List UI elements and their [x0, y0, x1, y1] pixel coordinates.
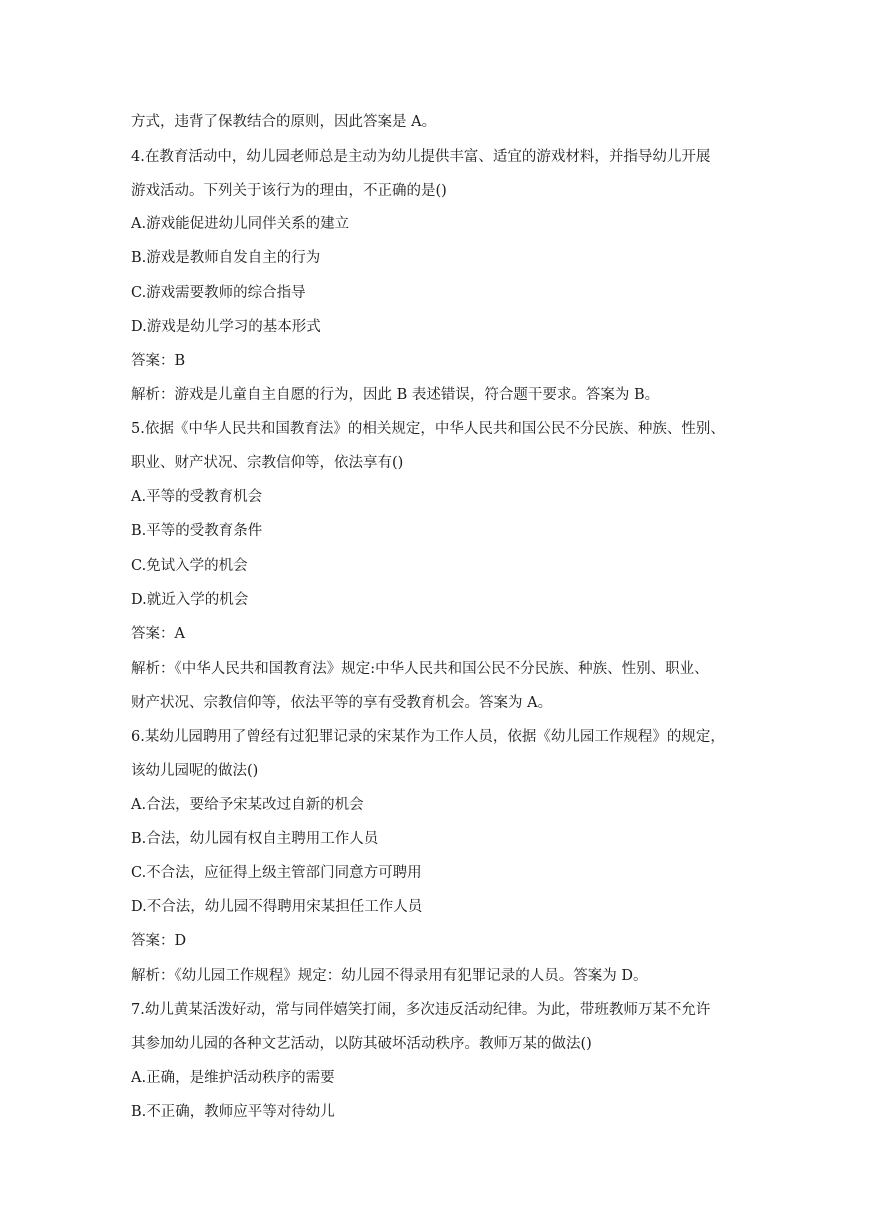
question-6-option-b: B.合法，幼儿园有权自主聘用工作人员	[131, 831, 379, 847]
question-5-stem-cont: 职业、财产状况、宗教信仰等，依法享有()	[131, 455, 404, 471]
question-5-explanation: 解析：《中华人民共和国教育法》规定:中华人民共和国公民不分民族、种族、性别、职业、	[131, 661, 709, 677]
question-6-explanation: 解析：《幼儿园工作规程》规定：幼儿园不得录用有犯罪记录的人员。答案为 D。	[131, 968, 648, 984]
question-5-stem: 5.依据《中华人民共和国教育法》的相关规定，中华人民共和国公民不分民族、种族、性别、	[131, 421, 725, 437]
question-7-stem-cont: 其参加幼儿园的各种文艺活动，以防其破坏活动秩序。教师万某的做法()	[131, 1036, 592, 1052]
question-4-option-a: A.游戏能促进幼儿同伴关系的建立	[131, 216, 350, 232]
question-6-option-d: D.不合法，幼儿园不得聘用宋某担任工作人员	[131, 899, 423, 915]
question-4-answer: 答案：B	[131, 353, 186, 369]
question-6-option-a: A.合法，要给予宋某改过自新的机会	[131, 797, 364, 813]
question-4-option-c: C.游戏需要教师的综合指导	[131, 285, 306, 301]
question-6-stem-cont: 该幼儿园呢的做法()	[131, 763, 259, 779]
question-4-option-d: D.游戏是幼儿学习的基本形式	[131, 319, 321, 335]
question-5-explanation-cont: 财产状况、宗教信仰等，依法平等的享有受教育机会。答案为 A。	[131, 695, 553, 711]
question-5-option-a: A.平等的受教育机会	[131, 489, 263, 505]
question-6-stem: 6.某幼儿园聘用了曾经有过犯罪记录的宋某作为工作人员，依据《幼儿园工作规程》的规定，	[131, 729, 725, 745]
question-4-stem-cont: 游戏活动。下列关于该行为的理由，不正确的是()	[131, 183, 447, 199]
question-7-stem: 7.幼儿黄某活泼好动，常与同伴嬉笑打闹，多次违反活动纪律。为此，带班教师万某不允许	[131, 1002, 711, 1018]
text-line: 方式，违背了保教结合的原则，因此答案是 A。	[131, 114, 437, 130]
question-5-option-d: D.就近入学的机会	[131, 592, 249, 608]
question-4-explanation: 解析：游戏是儿童自主自愿的行为，因此 B 表述错误，符合题干要求。答案为 B。	[131, 387, 660, 403]
question-6-option-c: C.不合法，应征得上级主管部门同意方可聘用	[131, 865, 422, 881]
question-5-option-b: B.平等的受教育条件	[131, 523, 263, 539]
question-6-answer: 答案：D	[131, 933, 187, 949]
question-4-option-b: B.游戏是教师自发自主的行为	[131, 250, 321, 266]
question-5-option-c: C.免试入学的机会	[131, 558, 248, 574]
question-5-answer: 答案：A	[131, 626, 185, 642]
question-7-option-a: A.正确，是维护活动秩序的需要	[131, 1070, 335, 1086]
question-7-option-b: B.不正确，教师应平等对待幼儿	[131, 1104, 335, 1120]
question-4-stem: 4.在教育活动中，幼儿园老师总是主动为幼儿提供丰富、适宜的游戏材料，并指导幼儿开展	[131, 149, 711, 165]
